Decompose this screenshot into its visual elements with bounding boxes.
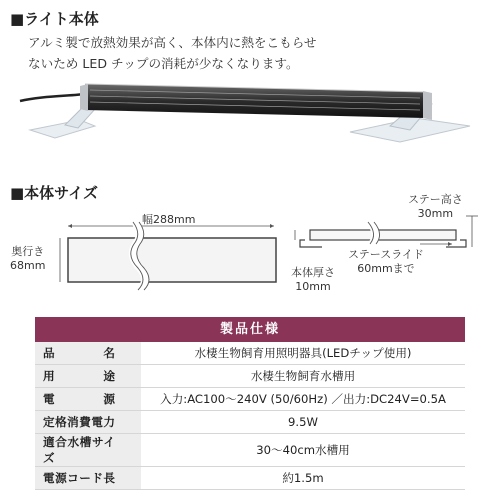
table-row: [35, 411, 465, 434]
dimension-depth-value: 68mm: [10, 259, 46, 272]
spec-value-tank-size: 30～40cm水槽用: [141, 434, 465, 467]
dimension-width: 幅288mm: [142, 213, 196, 226]
table-row: [35, 467, 465, 490]
section-title-light-body: ■ライト本体: [10, 10, 99, 28]
dimension-depth-label: 奥行き: [11, 245, 45, 258]
spec-label-name: 品名: [43, 346, 115, 360]
table-row: [35, 388, 465, 411]
spec-label-rated-consumption: 定格消費電力: [43, 415, 115, 429]
dimension-thickness-value: 10mm: [295, 280, 331, 293]
product-light-image: [0, 78, 500, 178]
dimension-stay-slide-value: 60mmまで: [357, 262, 415, 275]
dimension-depth: [10, 245, 45, 273]
power-cord: [20, 94, 85, 101]
dimension-stay-slide-label: ステースライド: [348, 248, 424, 261]
dimension-stay-height: [408, 193, 463, 221]
spec-value-cord-length: 約1.5m: [141, 467, 465, 490]
spec-value-name: 水棲生物飼育用照明器具(LEDチップ使用): [141, 342, 465, 365]
table-row: [35, 434, 465, 467]
specs-title: 製品仕様: [35, 317, 465, 342]
dimension-stay-height-value: 30mm: [417, 207, 454, 220]
spec-label-cord-length: 電源コード長: [43, 471, 115, 485]
table-row: [35, 365, 465, 388]
spec-value-power: 入力:AC100～240V (50/60Hz) ／出力:DC24V=0.5A: [141, 388, 465, 411]
spec-value-use: 水棲生物飼育水槽用: [141, 365, 465, 388]
table-row: [35, 342, 465, 365]
section-title-body-size: ■本体サイズ: [10, 184, 98, 202]
specs-table: [35, 342, 465, 490]
dimension-thickness-label: 本体厚さ: [291, 266, 335, 279]
dimension-thickness: [291, 266, 335, 294]
spec-label-power: 電源: [43, 392, 115, 406]
description-line-1: アルミ製で放熱効果が高く、本体内に熱をこもらせ: [28, 35, 317, 50]
spec-label-use: 用途: [43, 369, 115, 383]
spec-label-tank-size: 適合水槽サイズ: [43, 435, 115, 465]
dimension-stay-height-label: ステー高さ: [408, 193, 463, 206]
spec-value-rated-consumption: 9.5W: [141, 411, 465, 434]
description-line-2: ないため LED チップの消耗が少なくなります。: [28, 56, 299, 71]
dimension-stay-slide: [348, 248, 424, 276]
description: [28, 32, 317, 74]
